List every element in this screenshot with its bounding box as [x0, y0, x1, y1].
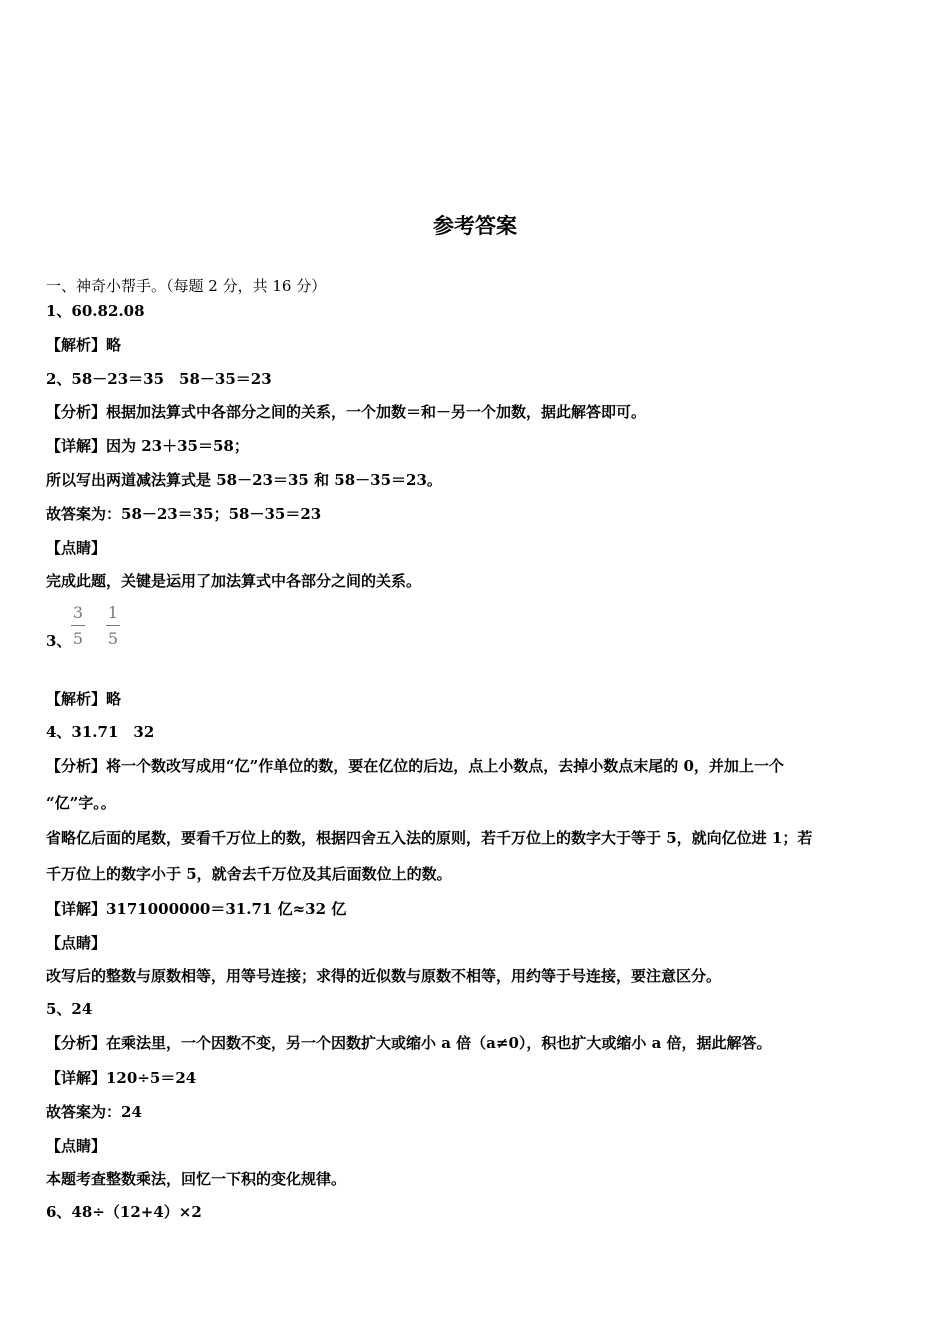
q4-answer: 4、31.71 32: [46, 723, 155, 741]
q4-fenxi: 【分析】将一个数改写成用“亿”作单位的数，要在亿位的后边，点上小数点，去掉小数点末尾的 0，并加上一个: [46, 757, 784, 775]
fraction-denominator: 5: [72, 629, 84, 648]
fraction: [106, 604, 120, 648]
q2-line3: 故答案为：58－23＝35；58－35＝23: [46, 505, 322, 523]
q4-fenxi-cont: “亿”字。。: [46, 794, 116, 812]
fraction-numerator: 3: [72, 603, 84, 622]
page-title: 参考答案: [433, 214, 517, 238]
section-heading: 一、神奇小帮手。（每题 2 分，共 16 分）: [46, 277, 327, 295]
q2-dianjing-text: 完成此题，关键是运用了加法算式中各部分之间的关系。: [46, 572, 422, 590]
q6-answer: 6、48÷（12+4）×2: [46, 1203, 202, 1221]
q1-answer: 1、60.82.08: [46, 302, 145, 320]
q4-line-d: 千万位上的数字小于 5，就舍去千万位及其后面数位上的数。: [46, 865, 452, 883]
fraction-numerator: 1: [107, 603, 119, 622]
q5-dianjing: 【点睛】: [46, 1137, 107, 1155]
q2-xiangjie: 【详解】因为 23＋35＝58；: [46, 437, 249, 455]
q5-xiangjie: 【详解】120÷5＝24: [46, 1069, 197, 1087]
fraction: [71, 604, 85, 648]
q5-answer: 5、24: [46, 1000, 93, 1018]
q1-jiexi: 【解析】略: [46, 336, 122, 354]
fraction-bar: [71, 625, 85, 626]
q3-jiexi: 【解析】略: [46, 690, 122, 708]
q5-line2: 故答案为：24: [46, 1103, 142, 1121]
q4-dianjing: 【点睛】: [46, 934, 107, 952]
q5-dianjing-text: 本题考查整数乘法，回忆一下积的变化规律。: [46, 1170, 347, 1188]
q4-line-c: 省略亿后面的尾数，要看千万位上的数，根据四舍五入法的原则，若千万位上的数字大于等于 5，就向亿位进 1；若: [46, 829, 813, 847]
q5-fenxi: 【分析】在乘法里，一个因数不变，另一个因数扩大或缩小 a 倍（a≠0），积也扩大或缩小 a 倍，据此解答。: [46, 1034, 772, 1052]
q2-line2: 所以写出两道减法算式是 58－23＝35 和 58－35＝23。: [46, 471, 442, 489]
q3-label: 3、: [46, 632, 72, 650]
q2-fenxi: 【分析】根据加法算式中各部分之间的关系，一个加数＝和－另一个加数，据此解答即可。: [46, 403, 647, 421]
q4-dianjing-text: 改写后的整数与原数相等，用等号连接；求得的近似数与原数不相等，用约等于号连接，要注意区分。: [46, 967, 722, 985]
fraction-denominator: 5: [107, 629, 119, 648]
q4-xiangjie: 【详解】3171000000＝31.71 亿≈32 亿: [46, 900, 347, 918]
q2-dianjing: 【点睛】: [46, 539, 107, 557]
q2-answer: 2、58－23＝35 58－35＝23: [46, 370, 272, 388]
fraction-bar: [106, 625, 120, 626]
